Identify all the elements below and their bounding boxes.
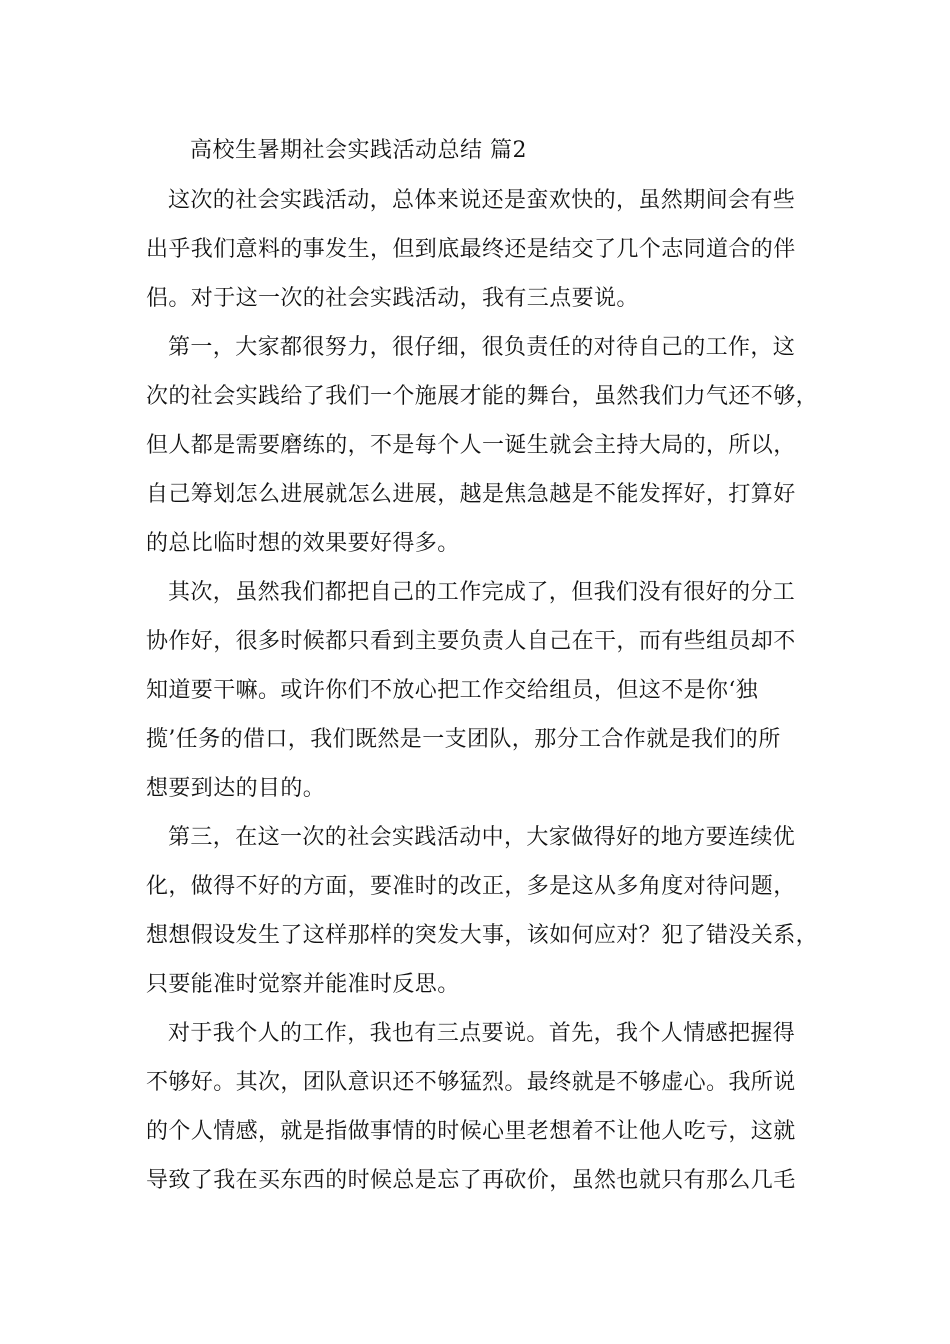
paragraph-line: 侣。对于这一次的社会实践活动，我有三点要说。: [146, 286, 639, 311]
paragraph-2: [146, 323, 819, 568]
paragraph-line: 对于我个人的工作，我也有三点要说。首先，我个人情感把握得: [168, 1021, 796, 1046]
document-title: 高校生暑期社会实践活动总结 篇2: [190, 138, 527, 163]
paragraph-line: 的个人情感，就是指做事情的时候心里老想着不让他人吃亏，这就: [146, 1119, 796, 1144]
paragraph-line: 出乎我们意料的事发生，但到底最终还是结交了几个志同道合的伴: [146, 237, 796, 262]
paragraph-line: 这次的社会实践活动，总体来说还是蛮欢快的，虽然期间会有些: [168, 188, 796, 213]
paragraph-4: [146, 813, 819, 1009]
paragraph-5: [146, 1009, 816, 1205]
paragraph-line: 的总比临时想的效果要好得多。: [146, 531, 460, 556]
paragraph-line: 第一，大家都很努力，很仔细，很负责任的对待自己的工作，这: [168, 335, 796, 360]
paragraph-line: 第三，在这一次的社会实践活动中，大家做得好的地方要连续优: [168, 825, 796, 850]
paragraph-line: 次的社会实践给了我们一个施展才能的舞台，虽然我们力气还不够，: [146, 384, 819, 409]
document-body: [146, 176, 819, 1205]
paragraph-3: [146, 568, 816, 813]
paragraph-line: 但人都是需要磨练的，不是每个人一诞生就会主持大局的，所以，: [146, 433, 796, 458]
paragraph-line: 协作好，很多时候都只看到主要负责人自己在干，而有些组员却不: [146, 629, 796, 654]
paragraph-1: [146, 176, 816, 323]
paragraph-line: 其次，虽然我们都把自己的工作完成了，但我们没有很好的分工: [168, 580, 796, 605]
paragraph-line: 只要能准时觉察并能准时反思。: [146, 972, 460, 997]
paragraph-line: 导致了我在买东西的时候总是忘了再砍价，虽然也就只有那么几毛: [146, 1168, 796, 1193]
paragraph-line: 知道要干嘛。或许你们不放心把工作交给组员，但这不是你‘独: [146, 678, 759, 703]
paragraph-line: 揽’任务的借口，我们既然是一支团队，那分工合作就是我们的所: [146, 727, 781, 752]
paragraph-line: 想想假设发生了这样那样的突发大事，该如何应对？犯了错没关系，: [146, 923, 819, 948]
paragraph-line: 自己筹划怎么进展就怎么进展，越是焦急越是不能发挥好，打算好: [146, 482, 796, 507]
paragraph-line: 想要到达的目的。: [146, 776, 326, 801]
paragraph-line: 化，做得不好的方面，要准时的改正，多是这从多角度对待问题，: [146, 874, 796, 899]
paragraph-line: 不够好。其次，团队意识还不够猛烈。最终就是不够虚心。我所说: [146, 1070, 796, 1095]
